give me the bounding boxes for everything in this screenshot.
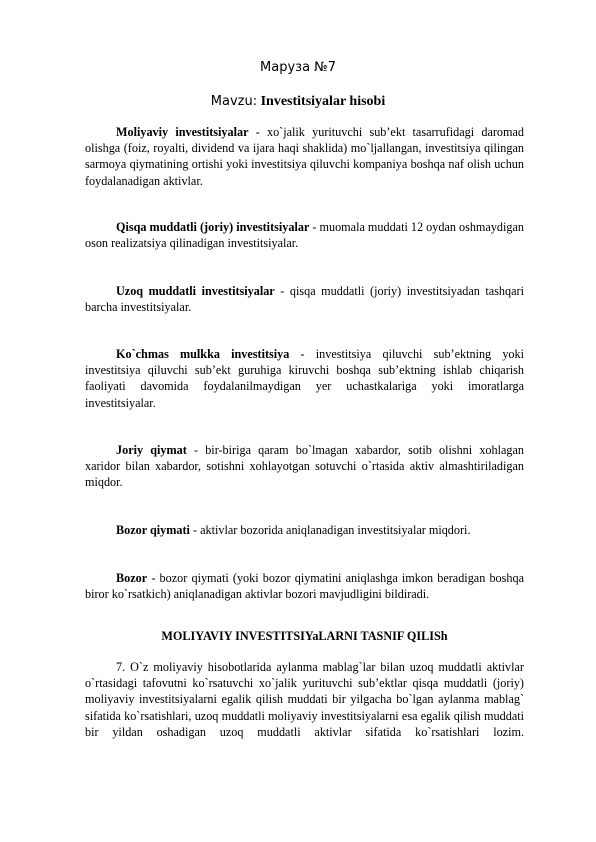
definition-term: Qisqa muddatli (joriy) investitsiyalar	[116, 220, 310, 234]
definition-text: - qisqa muddatli (joriy) investitsiyadan tashqari barcha investitsiyalar.	[85, 284, 524, 315]
definition-bozor-qiymati	[85, 522, 524, 538]
definition-bozor	[85, 570, 524, 602]
definition-term: Bozor	[116, 571, 148, 585]
definition-text: - bir-biriga qaram bo`lmagan xabardor, sotib olishni xohlagan xaridor bilan xabardor, sotishni xohlayotgan sotuvchi o`rtasida aktiv almashtiriladigan miqdor.	[85, 443, 524, 490]
topic-heading	[0, 93, 596, 110]
lecture-title: Маруза №7	[260, 60, 336, 75]
definition-moliyaviy-investitsiyalar	[85, 124, 524, 189]
definition-joriy-qiymat	[85, 442, 524, 491]
definition-text: - muomala muddati 12 oydan oshmaydigan oson realizatsiya qilinadigan investitsiyalar.	[85, 220, 524, 251]
definition-term: Moliyaviy investitsiyalar	[116, 125, 249, 139]
topic-value: Investitsiyalar hisobi	[260, 94, 386, 109]
paragraph-clause-7: 7. O`z moliyaviy hisobotlarida aylanma mablag`lar bilan uzoq muddatli aktivlar o`rtasidagi tafovutni ko`rsatuvchi xo`jalik yurituvchi sub’ektlar qisqa muddatli (joriy) moliyaviy investitsiyalarni egalik qilish muddati bir yilgacha bo`lgan aylanma mablag` sifatida ko`rsatishlari, uzoq muddatli moliyaviy investitsiyalarni esa egalik qilish muddati bir yildan oshadigan uzoq muddatli aktivlar sifatida ko`rsatishlari lozim.	[85, 660, 524, 739]
definition-text: - investitsiya qiluvchi sub’ektning yoki investitsiya qiluvchi sub’ekt guruhiga kiruvchi boshqa sub’ektning ishlab chiqarish faoliyati davomida foydalanilmaydigan yer uchastkalariga yoki imoratlarga investitsiyalar.	[85, 347, 524, 410]
definition-uzoq-muddatli	[85, 283, 524, 315]
definition-term: Joriy qiymat	[116, 443, 187, 457]
definition-term: Bozor qiymati	[116, 523, 190, 537]
definition-text: - bozor qiymati (yoki bozor qiymatini aniqlashga imkon beradigan boshqa biror ko`rsatkich) aniqlanadigan aktivlar bozori mavjudligini bildiradi.	[85, 571, 524, 602]
definition-term: Uzoq muddatli investitsiyalar	[116, 284, 275, 298]
section-heading: MOLIYAVIY INVESTITSIYaLARNI TASNIF QILISh	[161, 629, 448, 643]
definition-text: - aktivlar bozorida aniqlanadigan investitsiyalar miqdori.	[189, 523, 471, 537]
definition-text: - xo`jalik yurituvchi sub’ekt tasarrufidagi daromad olishga (foiz, royalti, dividend va ijara haqi shaklida) mo`ljallangan, investitsiya qilingan sarmoya qiymatining ortishi yoki investitsiya qiluvchi kompaniya boshqa naf olish uchun foydalanadigan aktivlar.	[85, 125, 525, 188]
definition-qisqa-muddatli	[85, 219, 524, 251]
definition-kochmas-mulk	[85, 346, 524, 411]
definition-term: Ko`chmas mulkka investitsiya	[116, 347, 290, 361]
topic-label: Mavzu:	[210, 94, 258, 109]
